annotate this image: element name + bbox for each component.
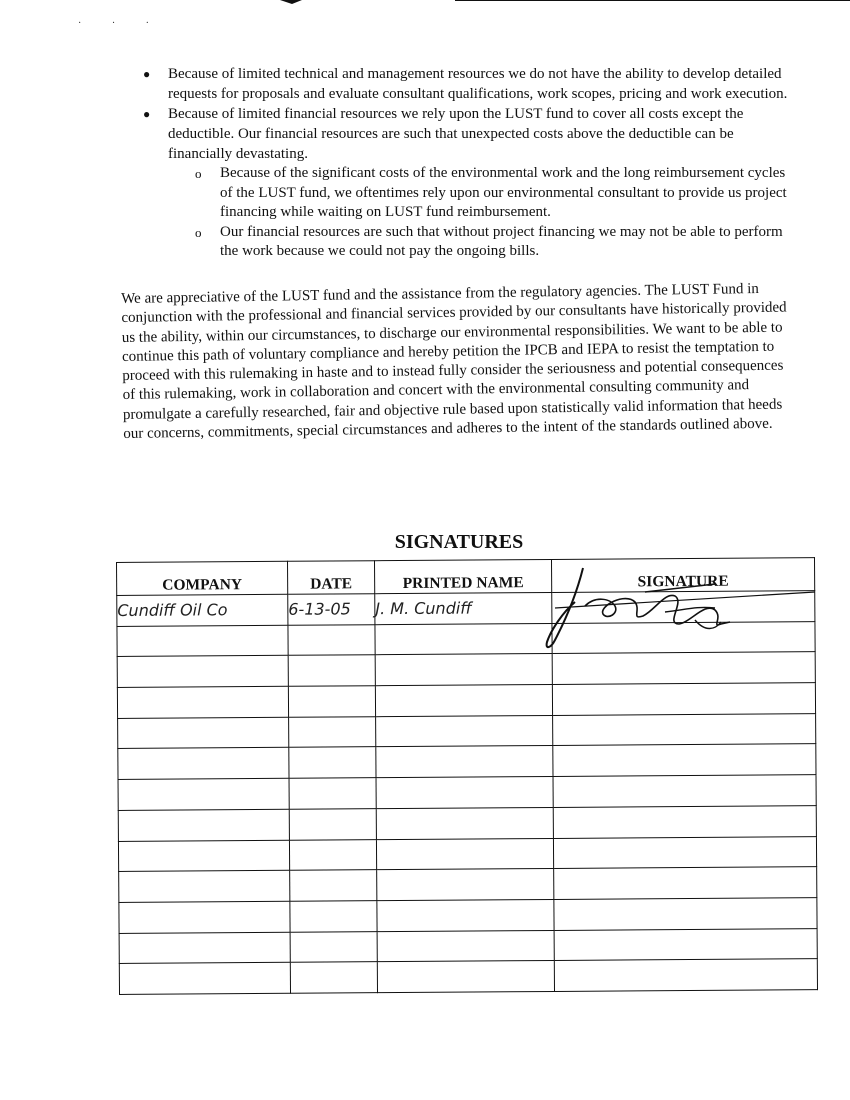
table-header-row — [117, 558, 815, 596]
cell-company — [118, 717, 289, 749]
cell-company — [118, 809, 289, 841]
signatures-heading: SIGNATURES — [394, 531, 524, 553]
cell-company — [117, 686, 288, 718]
scan-specks: · · · — [78, 18, 163, 29]
cell-signature — [553, 836, 816, 869]
cell-printed-name — [375, 654, 552, 686]
cell-printed-name — [376, 777, 553, 809]
cell-signature — [552, 652, 815, 685]
table-row — [119, 897, 817, 933]
signature-rows — [117, 591, 818, 995]
cell-date — [289, 716, 376, 747]
cell-date: 6-13-05 — [288, 594, 375, 625]
table-row — [118, 805, 816, 841]
subbullet-list — [0, 164, 850, 262]
cell-company — [117, 656, 288, 688]
signature-table — [116, 557, 818, 995]
cell-date — [290, 870, 377, 901]
cell-date — [288, 686, 375, 717]
table-row — [117, 591, 815, 627]
cell-company — [118, 748, 289, 780]
bullet-text: Because of limited technical and management resources we do not have the ability to develop detailed requests for proposals and evaluate consultant qualifications, work scopes, pricing and work execution. — [168, 66, 788, 102]
cell-signature — [553, 713, 816, 746]
cell-date — [289, 809, 376, 840]
column-header-signature: SIGNATURE — [551, 558, 814, 593]
table-row — [117, 621, 815, 657]
cell-printed-name: J. M. Cundiff — [375, 592, 552, 624]
table-row — [119, 959, 817, 995]
cell-printed-name — [375, 623, 552, 655]
cell-company — [117, 625, 288, 657]
cell-signature — [554, 897, 817, 930]
cell-company — [118, 840, 289, 872]
cell-company — [119, 870, 290, 902]
column-header-company: COMPANY — [117, 561, 288, 595]
hollow-bullet-icon: o — [195, 166, 202, 181]
cell-signature — [553, 744, 816, 777]
cell-signature — [554, 928, 817, 961]
document-body — [0, 64, 850, 444]
bullet-icon: ● — [143, 107, 151, 121]
cell-signature — [554, 867, 817, 900]
table-row — [119, 867, 817, 903]
cell-signature — [553, 805, 816, 838]
cell-date — [289, 778, 376, 809]
petition-paragraph: We are appreciative of the LUST fund and the assistance from the regulatory agencies. The LUST Fund in conjunction with the professional and financial services provided by our consultants have historically provided us the ability, within our circumstances, to discharge our environmental responsibilities. We want to be able to continue this path of voluntary compliance and hereby petition the IPCB and IEPA to resist the temptation to proceed with this rulemaking in haste and to instead fully consider the seriousness and potential consequences of this rulemaking, work in collaboration and concert with the environmental consulting community and promulgate a carefully researched, fair and objective rule based upon statistically valid information that heeds our concerns, commitments, special circumstances and adheres to the intent of the standards outlined above. — [121, 280, 787, 442]
cell-printed-name — [377, 930, 554, 962]
cell-date — [290, 962, 377, 993]
subbullet-item — [195, 164, 790, 223]
cell-date — [290, 931, 377, 962]
cell-signature — [552, 591, 815, 624]
bullet-text: Because of limited financial resources we rely upon the LUST fund to cover all costs except the deductible. Our financial resources are such that unexpected costs above the deductible can be financially devastating. — [168, 106, 744, 162]
cell-printed-name — [375, 685, 552, 717]
table-row — [117, 652, 815, 688]
bullet-item — [143, 64, 788, 104]
cell-printed-name — [376, 838, 553, 870]
bullet-item — [143, 104, 788, 164]
cell-date — [290, 901, 377, 932]
column-header-printed-name: PRINTED NAME — [374, 559, 551, 593]
subbullet-text: Our financial resources are such that without project financing we may not be able to perform the work because we could not pay the ongoing bills. — [220, 223, 783, 259]
subbullet-item — [195, 223, 790, 262]
subbullet-text: Because of the significant costs of the environmental work and the long reimbursement cycles of the LUST fund, we oftentimes rely upon our environmental consultant to provide us project financing while waiting on LUST fund reimbursement. — [220, 165, 787, 220]
cell-printed-name — [377, 899, 554, 931]
cell-signature — [552, 621, 815, 654]
cell-company: Cundiff Oil Co — [117, 594, 288, 626]
cell-company — [119, 963, 290, 995]
cell-signature — [553, 775, 816, 808]
column-header-date: DATE — [287, 561, 374, 595]
cell-date — [289, 839, 376, 870]
cell-company — [119, 901, 290, 933]
bullet-icon: ● — [143, 67, 151, 81]
bullet-list — [0, 64, 850, 164]
cell-printed-name — [377, 961, 554, 993]
signature-table-container — [116, 562, 818, 1002]
cell-date — [289, 747, 376, 778]
cell-signature — [552, 683, 815, 716]
cell-printed-name — [376, 807, 553, 839]
cell-company — [118, 778, 289, 810]
cell-printed-name — [376, 746, 553, 778]
cell-printed-name — [376, 715, 553, 747]
table-row — [118, 775, 816, 811]
table-row — [119, 928, 817, 964]
table-row — [118, 744, 816, 780]
table-row — [118, 713, 816, 749]
cell-printed-name — [377, 869, 554, 901]
cell-signature — [554, 959, 817, 992]
cell-company — [119, 932, 290, 964]
cell-date — [288, 624, 375, 655]
table-row — [118, 836, 816, 872]
cell-date — [288, 655, 375, 686]
hollow-bullet-icon: o — [195, 224, 202, 240]
table-row — [117, 683, 815, 719]
